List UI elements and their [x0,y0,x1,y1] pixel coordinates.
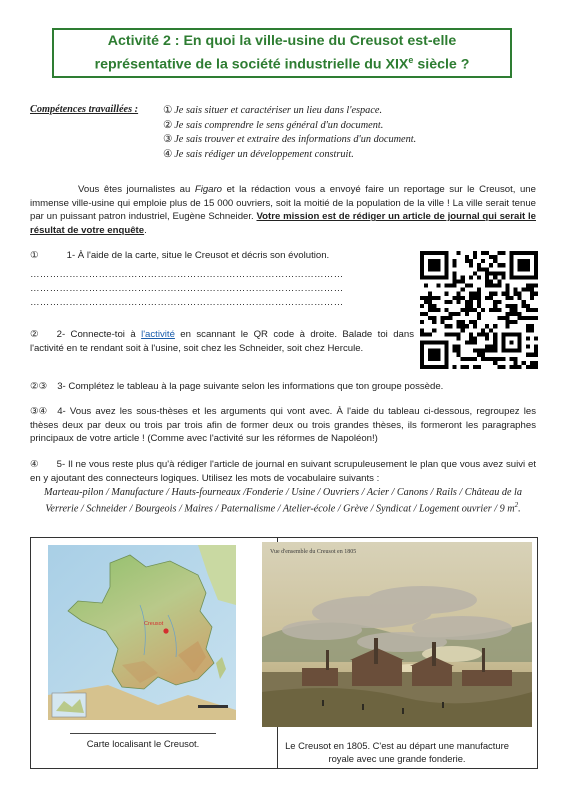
competence-item [163,133,416,148]
vocabulary-text: Marteau-pilon / Manufacture / Hauts-fourneaux /Fonderie / Usine / Ouvriers / Acier / Canons / Rails / Château de la Verrerie / Schneider / Bourgeois / Maires / Paternalisme / Atelier-école / Grève / Syndicat / Logement ouvrier / 9 m [44,487,522,515]
vocabulary-list [30,486,536,516]
title-line-2-text: représentative de la société industrielle du XIX [94,56,409,73]
map-caption: Carte localisant le Creusot. [86,738,200,749]
vocabulary-superscript: 2 [514,501,519,510]
answer-line[interactable]: …………………………………………………………………………………… [30,283,344,294]
intro-text-1: Vous êtes journalistes au [78,184,195,195]
competence-number: ① [163,105,173,116]
creusot-marker [163,628,168,633]
competence-item [163,104,416,119]
question-text-end: en scannant le QR code à droite. Balade toi dans l'activité en te rendant soit à l'usine, soit chez les Schneider, soit chez Hercule. [30,329,414,354]
question-number: ③④ [30,406,48,417]
competence-text: Je sais rédiger un développement construit. [174,148,354,160]
answer-line[interactable]: …………………………………………………………………………………… [30,269,344,280]
painting-caption-line-2: royale avec une grande fonderie. [328,752,466,764]
competence-text: Je sais trouver et extraire des informations d'un document. [174,134,417,145]
question-number: ②③ [30,381,48,392]
intro-paragraph [30,183,536,237]
activity-link[interactable]: l'activité [141,329,175,340]
title-line-1: Activité 2 : En quoi la ville-usine du Creusot est-elle [107,32,457,49]
activity-title-box [52,28,512,78]
painting-le-creusot-1805 [262,542,532,727]
competence-item [163,148,416,163]
competence-number: ② [163,119,173,131]
title-superscript: e [408,54,414,65]
competence-text: Je sais situer et caractériser un lieu dans l'espace. [174,105,383,116]
painting-caption-line-1: Le Creusot en 1805. C'est au départ une manufacture [285,740,509,751]
question-4 [30,405,536,446]
intro-figaro: Figaro [194,184,223,195]
competence-number: ③ [163,134,173,145]
intro-text-2: et la rédaction vous a envoyé faire un reportage sur le Creusot, une immense ville-usine qui emploie plus de 15 000 ouvriers, soit la moitié de la population de la ville ! La ville serait tenue par un puissant patron industriel, Eugène Schneider. [30,184,536,223]
question-text: 2- Connecte-toi à [56,329,142,340]
question-3 [30,381,443,392]
question-1 [30,250,329,261]
question-number: ① [30,250,39,261]
question-number: ② [30,329,39,340]
title-line-2 [95,51,470,75]
answer-line[interactable]: …………………………………………………………………………………… [30,297,344,308]
question-text: 3- Complétez le tableau à la page suivante selon les informations que ton groupe possède. [57,381,444,392]
question-text: 4- Vous avez les sous-thèses et les arguments qui vont avec. À l'aide du tableau ci-dessous, regroupez les thèses deux par deux ou trois par trois afin de former deux ou trois grandes thèses, ils formeront les paragraphes principaux de votre article ! (Comme avec l'activité sur les réformes de Napoléon!) [30,406,536,445]
question-5 [30,458,536,485]
vocabulary-end: . [518,503,521,515]
competences-list [163,104,416,162]
question-number: ④ [30,459,39,470]
question-text: 1- À l'aide de la carte, situe le Creusot et décris son évolution. [66,250,330,261]
intro-end: . [144,224,147,236]
qr-code[interactable] [420,251,538,369]
question-text: 5- Il ne vous reste plus qu'à rédiger l'article de journal en suivant scrupuleusement le plan que vous avez suivi et en y ajoutant des connecteurs logiques. Utilisez les mots de vocabulaire suivants : [30,459,536,484]
map-of-france [48,545,236,720]
painting-caption [262,740,532,765]
competences-label: Compétences travaillées : [30,104,139,115]
title-line-2-end: siècle ? [413,56,470,73]
question-2 [30,328,414,356]
competence-number: ④ [163,148,173,160]
caption-line [70,733,216,734]
city-label: Creusot [144,621,164,627]
intro-mission: Votre mission est de rédiger un article de journal qui serait le résultat de votre enquête [30,211,536,236]
competence-item [163,119,416,134]
painting-inscription: Vue d'ensemble du Creusot en 1805 [270,549,357,555]
competence-text: Je sais comprendre le sens général d'un document. [174,119,384,131]
answer-lines[interactable] [30,268,410,310]
